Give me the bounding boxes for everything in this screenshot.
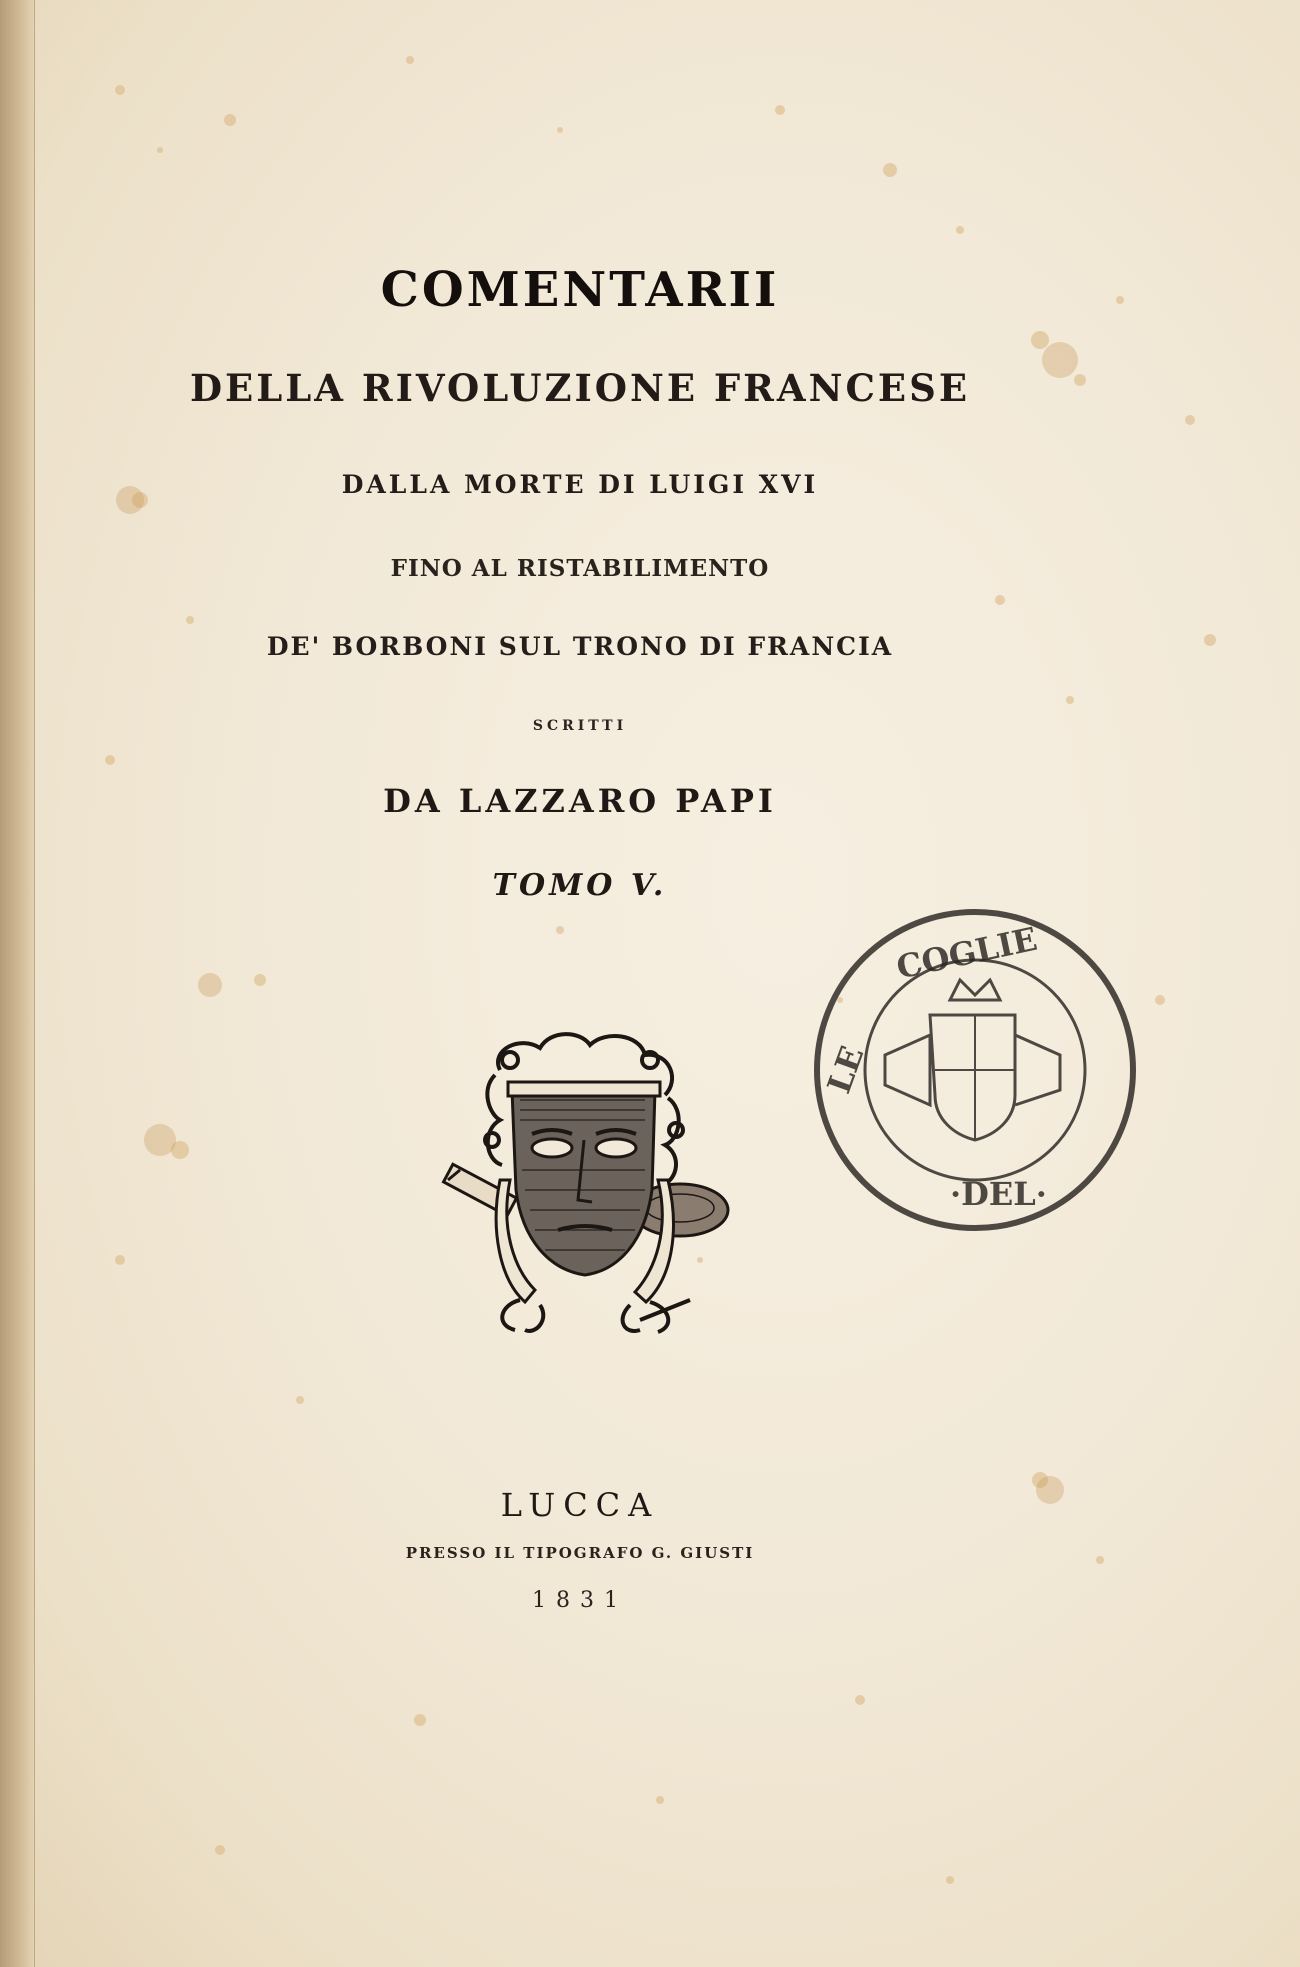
ownership-stamp	[810, 905, 1140, 1235]
subtitle-line-3: FINO AL RISTABILIMENTO	[390, 555, 770, 582]
subtitle-line-4: DE' BORBONI SUL TRONO DI FRANCIA	[266, 632, 894, 661]
mask-vignette-illustration	[440, 1030, 730, 1340]
svg-text:COGLIE: COGLIE	[893, 919, 1041, 987]
author-name: DA LAZZARO PAPI	[383, 782, 777, 820]
svg-text:·DEL·: ·DEL·	[950, 1175, 1047, 1213]
imprint-city: LUCCA	[500, 1486, 660, 1524]
volume-number: TOMO V.	[492, 868, 668, 903]
subtitle-line-2: DALLA MORTE DI LUIGI XVI	[341, 470, 819, 499]
written-by-label: SCRITTI	[532, 718, 628, 734]
imprint-year: 1831	[532, 1588, 628, 1613]
svg-text:LE: LE	[819, 1041, 872, 1099]
book-title: COMENTARII	[380, 262, 780, 318]
subtitle-line-1: DELLA RIVOLUZIONE FRANCESE	[189, 366, 971, 410]
imprint-printer: PRESSO IL TIPOGRAFO G. GIUSTI	[405, 1544, 755, 1562]
